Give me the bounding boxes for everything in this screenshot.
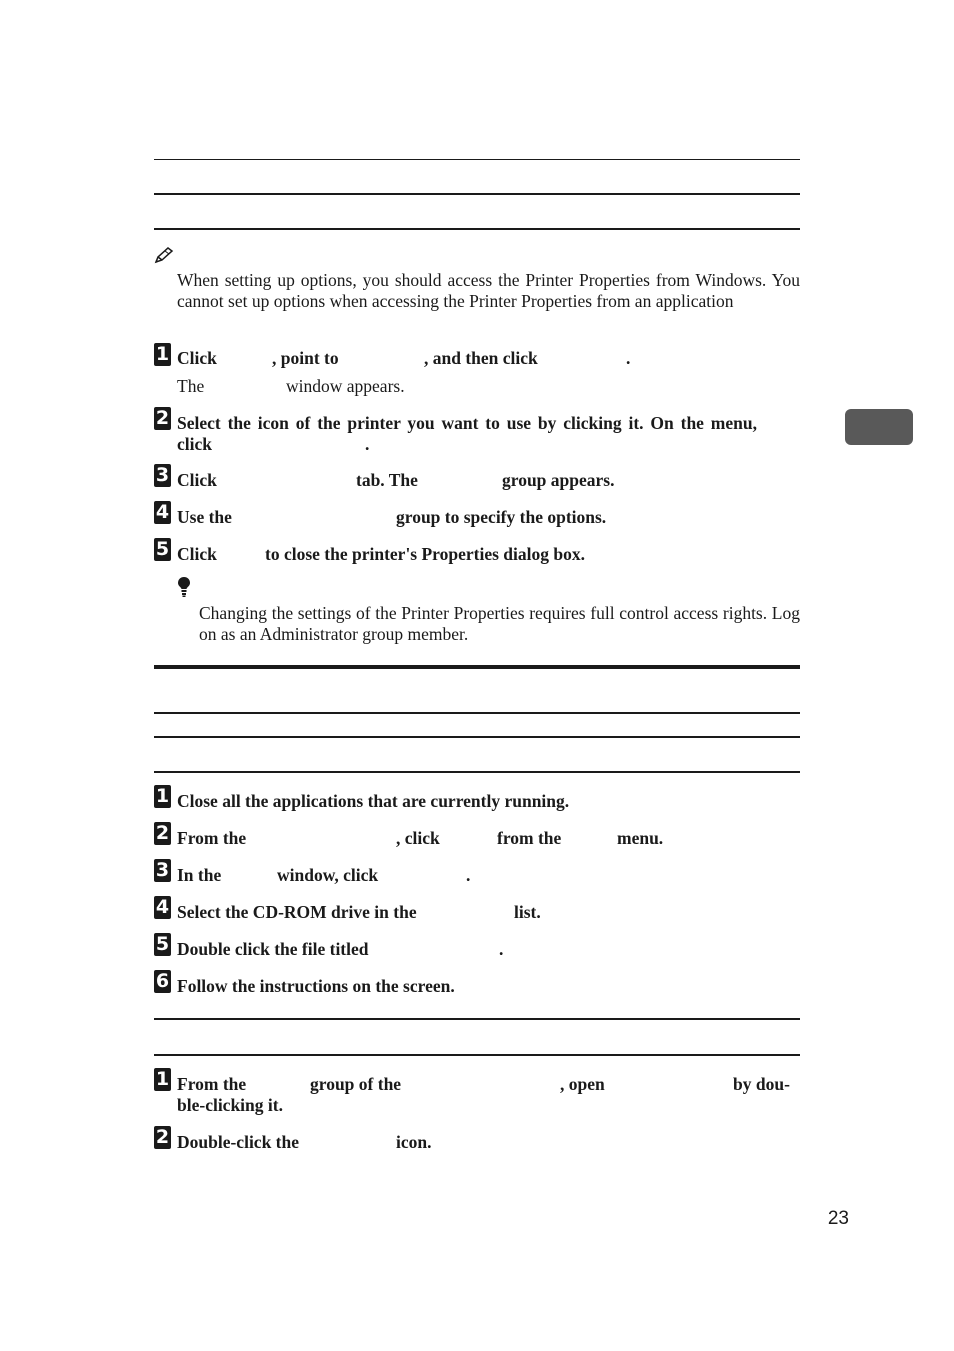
step-text: Use the	[177, 507, 232, 527]
step-text: Close all the applications that are currently running.	[177, 791, 570, 811]
step-text: Click	[177, 348, 217, 368]
step-text: group to specify the options.	[396, 507, 607, 527]
step-number: 2	[155, 407, 170, 429]
important-text: Changing the settings of the Printer Properties requires full control access rights. Log on as an Administrator group member.	[199, 603, 800, 644]
step-text: Double click the file titled	[177, 939, 369, 959]
step-result: window appears.	[286, 376, 405, 396]
step-text: , point to	[272, 348, 339, 368]
step-number: 5	[155, 933, 170, 955]
step-text: Select the CD-ROM drive in the	[177, 902, 417, 922]
step-number: 1	[155, 343, 170, 365]
step-text: from the	[497, 828, 562, 848]
step-text: tab. The	[356, 470, 418, 490]
step-text: Click	[177, 544, 217, 564]
section-rule	[154, 665, 800, 669]
step-text: , click	[396, 828, 440, 848]
step-text: list.	[514, 902, 541, 922]
step-number: 1	[155, 1068, 170, 1090]
step-number: 2	[155, 822, 170, 844]
step-number: 1	[155, 785, 170, 807]
step-number: 5	[155, 538, 170, 560]
step-text: .	[626, 348, 631, 368]
step-result: The	[177, 376, 205, 396]
header-rule	[154, 159, 800, 160]
heading-rule	[154, 1054, 800, 1056]
step-number: 6	[155, 970, 170, 992]
step-text: group of the	[310, 1074, 402, 1094]
step-text: group appears.	[502, 470, 615, 490]
step-text: From the	[177, 1074, 247, 1094]
step-text: to close the printer's Properties dialog box.	[265, 544, 585, 564]
lightbulb-important-icon	[177, 576, 191, 598]
step-text: Click	[177, 470, 217, 490]
step-text: menu.	[617, 828, 664, 848]
step-text: Select the icon of the printer you want to use by clicking it. On the menu, click	[177, 413, 757, 454]
heading-rule	[154, 1018, 800, 1020]
step-text: From the	[177, 828, 247, 848]
step-text: by dou-	[733, 1074, 790, 1094]
step-number: 3	[155, 464, 170, 486]
step-text: window, click	[277, 865, 379, 885]
step-text: .	[365, 434, 370, 454]
step-text: Follow the instructions on the screen.	[177, 976, 455, 996]
step-text: ble-clicking it.	[177, 1095, 283, 1115]
step-text: icon.	[396, 1132, 432, 1152]
step-number: 3	[155, 859, 170, 881]
heading-rule	[154, 193, 800, 195]
step-text: .	[466, 865, 471, 885]
step-text: Double-click the	[177, 1132, 300, 1152]
step-text: , and then click	[424, 348, 538, 368]
step-number: 4	[155, 501, 170, 523]
step-text: In the	[177, 865, 222, 885]
heading-rule	[154, 228, 800, 230]
heading-rule	[154, 712, 800, 714]
heading-rule	[154, 771, 800, 773]
step-number: 4	[155, 896, 170, 918]
pencil-note-icon	[154, 246, 174, 264]
step-number: 2	[155, 1126, 170, 1148]
step-text: , open	[560, 1074, 605, 1094]
heading-rule	[154, 736, 800, 738]
page-number: 23	[827, 1208, 849, 1229]
note-text: When setting up options, you should access the Printer Properties from Windows. You cannot set up options when accessing the Printer Properties from an application	[177, 270, 800, 311]
chapter-tab-marker	[845, 409, 913, 445]
step-text: .	[499, 939, 504, 959]
